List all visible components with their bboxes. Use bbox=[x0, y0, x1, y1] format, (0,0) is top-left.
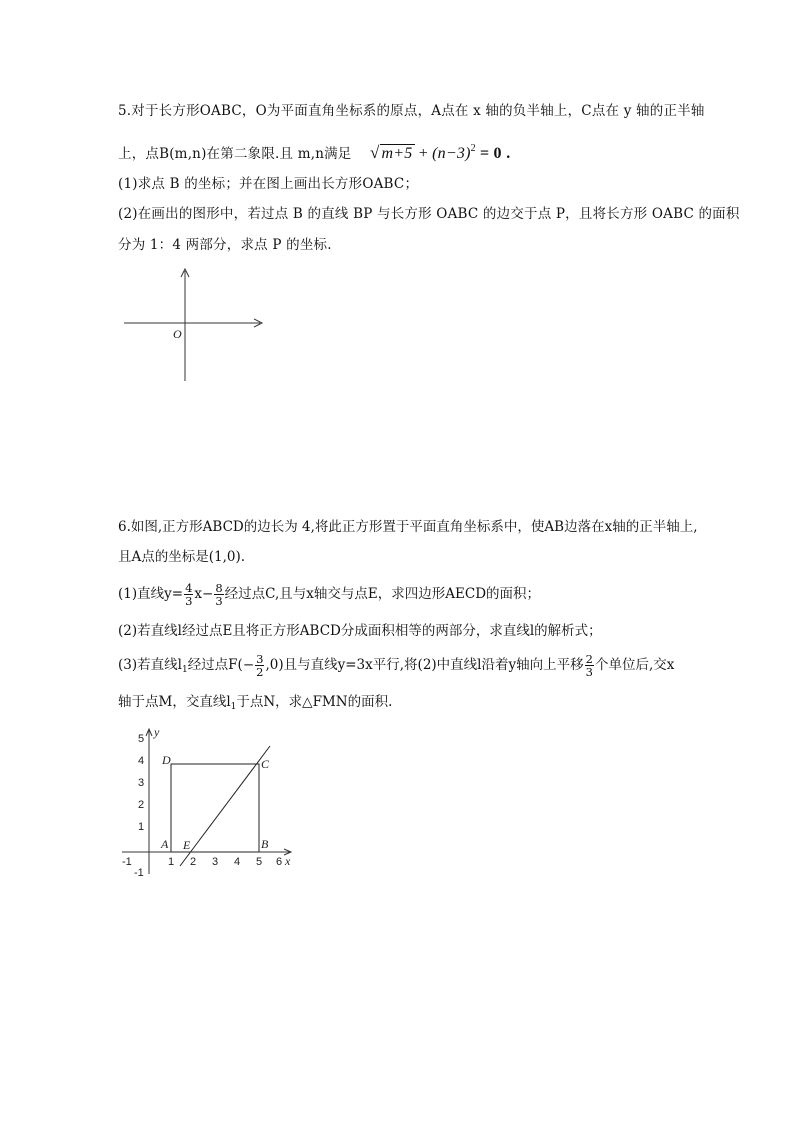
p6-y-axis-label: y bbox=[154, 725, 160, 739]
p6-q1-fraction-1 bbox=[184, 582, 193, 607]
p6-q1-text-b: x− bbox=[194, 586, 214, 602]
p5-line1: 5.对于长方形OABC，O为平面直角坐标系的原点，A点在 x 轴的负半轴上，C点在 y 轴的正半轴 bbox=[118, 103, 705, 119]
p6-y-tick-1: 1 bbox=[138, 821, 145, 833]
p5-line2-prefix: 上，点B(m,n)在第二象限.且 m,n满足 bbox=[118, 146, 352, 162]
p6-question-1 bbox=[118, 580, 540, 608]
p5-equals-zero: = 0 bbox=[480, 145, 502, 162]
p6-point-E: E bbox=[183, 838, 191, 852]
p6-q3-f1-num: 3 bbox=[256, 652, 264, 666]
p6-line1: 6.如图,正方形ABCD的边长为 4,将此正方形置于平面直角坐标系中，使AB边落在x轴的正半轴上, bbox=[118, 519, 698, 535]
p6-q3-line2-text-b: 于点N，求△FMN的面积. bbox=[236, 694, 393, 710]
p6-q1-f1-den: 3 bbox=[185, 594, 193, 608]
p6-q1-f1-num: 4 bbox=[185, 581, 193, 595]
p6-point-D: D bbox=[162, 753, 171, 767]
p6-y-tick-4: 4 bbox=[138, 755, 145, 767]
p6-q3-line2-sub: 1 bbox=[230, 702, 237, 712]
p6-y-tick-2: 2 bbox=[138, 799, 145, 811]
p6-x-tick-5: 5 bbox=[256, 856, 263, 868]
p6-point-B: B bbox=[261, 837, 269, 851]
p6-point-C: C bbox=[261, 757, 270, 771]
p6-x-tick-neg1: -1 bbox=[122, 856, 132, 868]
p5-exponent: 2 bbox=[470, 143, 476, 154]
p5-line2-end: . bbox=[505, 146, 511, 162]
p6-x-axis-label: x bbox=[285, 854, 291, 868]
p6-q3-line2-text-a: 轴于点M，交直线l bbox=[118, 694, 231, 710]
p6-question-3-line2 bbox=[118, 692, 392, 717]
p6-line2: 且A点的坐标是(1,0). bbox=[118, 549, 246, 565]
p5-radicand: m+5 bbox=[381, 145, 413, 162]
p6-question-3 bbox=[118, 651, 674, 684]
p6-point-A: A bbox=[161, 837, 169, 851]
p6-q1-f2-num: 8 bbox=[215, 581, 223, 595]
p6-q3-sub: 1 bbox=[181, 665, 188, 675]
p6-q3-fraction-2 bbox=[585, 653, 594, 678]
p6-figure bbox=[118, 724, 298, 880]
p5-question-2b: 分为 1：4 两部分，求点 P 的坐标. bbox=[118, 237, 332, 253]
p5-question-1: (1)求点 B 的坐标；并在图上画出长方形OABC； bbox=[118, 176, 419, 192]
p6-x-tick-4: 4 bbox=[234, 856, 241, 868]
p6-y-tick-5: 5 bbox=[138, 733, 145, 745]
p6-q1-fraction-2 bbox=[214, 582, 223, 607]
p5-question-2a: (2)在画出的图形中，若过点 B 的直线 BP 与长方形 OABC 的边交于点 P，且将长方形 OABC 的面积 bbox=[118, 206, 740, 222]
p5-figure-axes bbox=[120, 265, 270, 385]
p6-y-tick-3: 3 bbox=[138, 777, 145, 789]
p6-q3-text-b: 经过点F(− bbox=[187, 657, 255, 673]
p6-q3-text-a: (3)若直线l bbox=[118, 657, 182, 673]
p6-q1-f2-den: 3 bbox=[215, 594, 223, 608]
p6-question-2: (2)若直线l经过点E且将正方形ABCD分成面积相等的两部分，求直线l的解析式； bbox=[118, 623, 602, 639]
p6-x-tick-3: 3 bbox=[212, 856, 219, 868]
p6-q3-f1-den: 2 bbox=[256, 665, 264, 679]
p6-q1-text-c: 经过点C,且与x轴交与点E，求四边形AECD的面积； bbox=[224, 586, 541, 602]
p6-y-tick-neg1: -1 bbox=[134, 867, 144, 879]
p5-condition-formula: √ $m+5 + (n-3)^2 = 0$ bbox=[370, 143, 502, 162]
p5-origin-label: O bbox=[173, 327, 182, 341]
p6-figure-background bbox=[118, 724, 298, 880]
p5-line2 bbox=[118, 137, 511, 166]
p5-plus: + bbox=[418, 145, 428, 162]
p6-q3-f2-num: 2 bbox=[585, 652, 593, 666]
p6-q3-text-d: 个单位后,交x bbox=[594, 657, 675, 673]
p6-q3-text-c: ,0)且与直线y=3x平行,将(2)中直线l沿着y轴向上平移 bbox=[265, 657, 584, 673]
p6-x-tick-1: 1 bbox=[168, 856, 175, 868]
p6-x-tick-2: 2 bbox=[190, 856, 197, 868]
p6-q1-text-a: (1)直线y= bbox=[118, 586, 184, 602]
p6-x-tick-6: 6 bbox=[276, 856, 283, 868]
p6-q3-f2-den: 3 bbox=[585, 665, 593, 679]
p6-q3-fraction-1 bbox=[255, 653, 264, 678]
p5-paren: (n−3) bbox=[432, 145, 471, 162]
